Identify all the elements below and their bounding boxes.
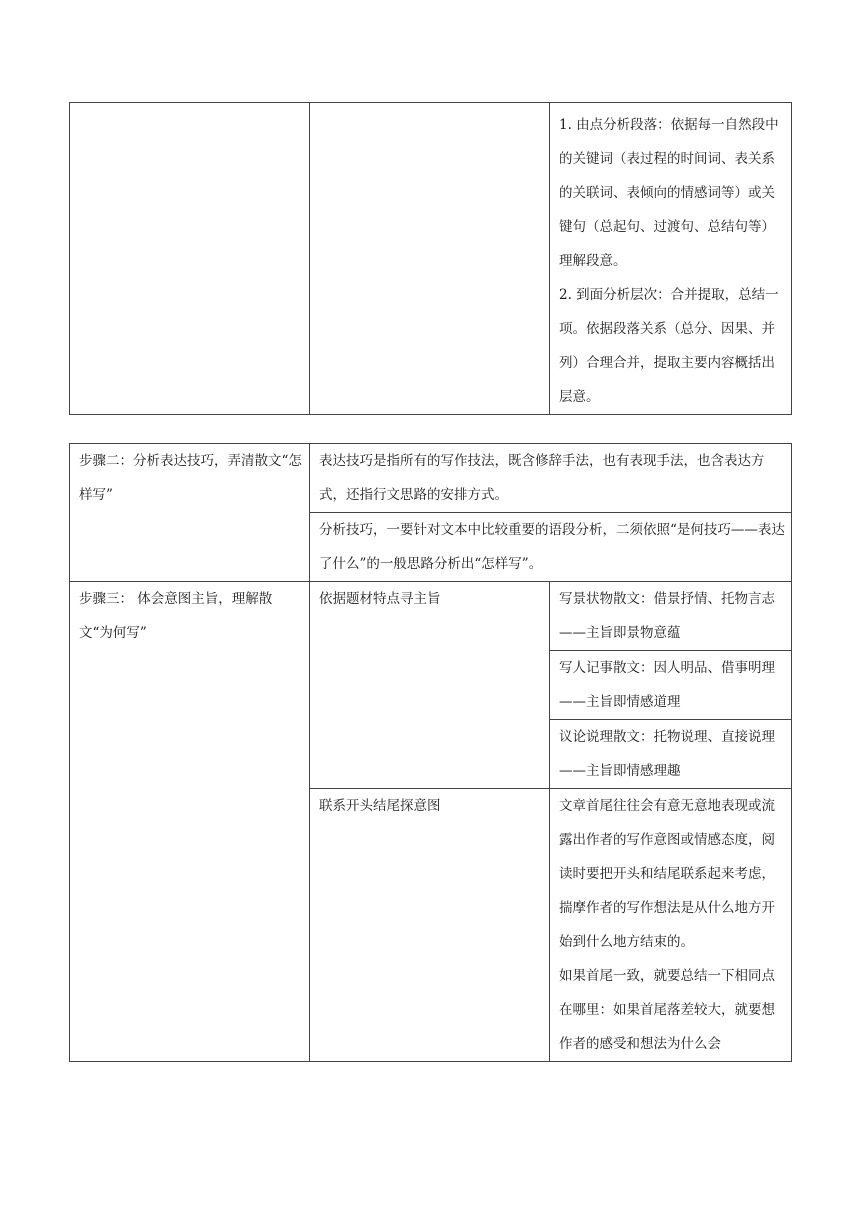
step3-item-people: 写人记事散文：因人明品、借事明理——主旨即情感道理 [550,651,792,720]
step3-label: 步骤三： 体会意图主旨，理解散文“为何写” [70,582,310,1062]
step3-item-argument: 议论说理散文：托物说理、直接说理——主旨即情感理趣 [550,720,792,789]
step3-intent-detail [550,789,792,1062]
table-row [70,103,792,415]
paragraph-intent-2: 如果首尾一致，就要总结一下相同点在哪里：如果首尾落差较大，就要想作者的感受和想法为什么会 [559,968,775,1052]
paragraph-intent-1: 文章首尾往往会有意无意地表现或流露出作者的写作意图或情感态度，阅读时要把开头和结尾联系起来考虑，揣摩作者的写作想法是从什么地方开始到什么地方结束的。 [559,798,775,950]
table-row [70,444,792,513]
table-cell-empty-2 [310,103,550,415]
paragraph-surface-analysis: 2. 到面分析层次：合并提取，总结一项。依据段落关系（总分、因果、并列）合理合并，提取主要内容概括出层意。 [559,287,779,405]
step2-label: 步骤二：分析表达技巧，弄清散文“怎样写” [70,444,310,582]
step3-method-intent: 联系开头结尾探意图 [310,789,550,1062]
step3-method-theme: 依据题材特点寻主旨 [310,582,550,789]
table-cell-empty-1 [70,103,310,415]
step2-method: 分析技巧，一要针对文本中比较重要的语段分析，二须依照“是何技巧——表达了什么”的一般思路分析出“怎样写”。 [310,513,792,582]
step2-definition: 表达技巧是指所有的写作技法，既含修辞手法，也有表现手法，也含表达方式，还指行文思路的安排方式。 [310,444,792,513]
table-cell-analysis-method [550,103,792,415]
step3-item-landscape: 写景状物散文：借景抒情、托物言志——主旨即景物意蕴 [550,582,792,651]
table-reading-steps-continued [69,102,792,415]
paragraph-point-analysis: 1. 由点分析段落：依据每一自然段中的关键词（表过程的时间词、表关系的关联词、表倾向的情感词等）或关键句（总起句、过渡句、总结句等）理解段意。 [559,117,779,269]
table-essay-analysis-steps [69,443,792,1062]
table-row [70,582,792,651]
